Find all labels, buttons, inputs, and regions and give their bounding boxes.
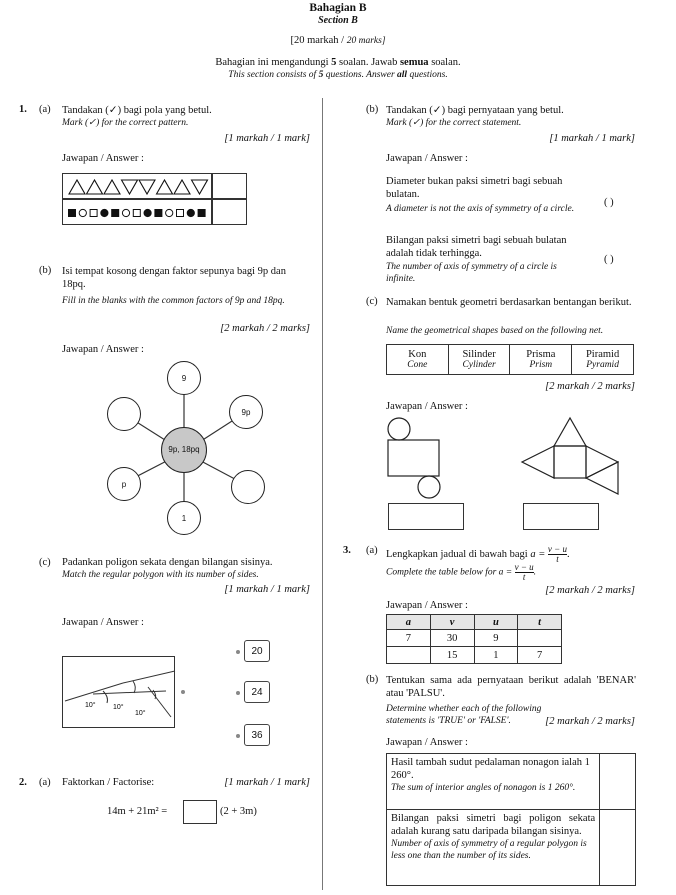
statement-2-bracket[interactable]: ( )	[604, 254, 614, 265]
pattern-2-circ-open-icon	[122, 209, 129, 216]
pattern-2-sq-open-icon	[177, 210, 184, 217]
q1b-marks: [2 markah / 2 marks]	[220, 323, 310, 334]
option-20-dot[interactable]	[236, 650, 240, 654]
q2-expression-left: 14m + 21m² =	[107, 806, 168, 817]
net-1-answer-box[interactable]	[388, 503, 464, 530]
q3b-label: (b)	[366, 674, 379, 685]
pattern-1-tri-down-icon	[192, 180, 208, 194]
pattern-1-tri-down-icon	[122, 180, 138, 194]
q1b-text-en: Fill in the blanks with the common factors of 9p and 18pq.	[62, 296, 285, 306]
q3-number: 3.	[343, 545, 351, 556]
q1a-label: (a)	[39, 104, 51, 115]
cylinder-net	[386, 416, 446, 501]
pattern-2-sq-filled-icon	[198, 210, 205, 217]
q2a-text: Faktorkan / Factorise:	[62, 777, 155, 788]
q1c-text-en: Match the regular polygon with its number of sides.	[62, 570, 259, 580]
statement-2-en: The number of axis of symmetry of a circle is infinite.	[386, 262, 557, 284]
header-u: u	[474, 615, 518, 630]
pattern-2-circ-filled-icon	[101, 209, 108, 216]
pattern-2-circ-filled-icon	[144, 209, 151, 216]
pattern-2-sq-filled-icon	[69, 210, 76, 217]
pattern-2-sq-filled-icon	[112, 210, 119, 217]
row2-a-blank[interactable]	[387, 647, 431, 664]
pattern-2-sq-filled-icon	[155, 210, 162, 217]
pattern-2-tick-box[interactable]	[212, 199, 247, 225]
q1c-right-marks: [2 markah / 2 marks]	[545, 381, 635, 392]
net-2-answer-box[interactable]	[523, 503, 599, 530]
option-24[interactable]: 24	[244, 681, 270, 703]
q3a-answer: Jawapan / Answer :	[386, 600, 468, 611]
polygon-match-dot[interactable]	[181, 690, 185, 694]
q3b-answer: Jawapan / Answer :	[386, 737, 468, 748]
q2-number: 2.	[19, 777, 27, 788]
section-instruction-en: This section consists of 5 questions. Answer all questions.	[228, 70, 448, 80]
statement-1-bracket[interactable]: ( )	[604, 197, 614, 208]
header-t: t	[518, 615, 562, 630]
shape-cell-prism: Prisma Prism	[510, 345, 572, 375]
option-20[interactable]: 20	[244, 640, 270, 662]
q3b-text-en: Determine whether each of the following statements is 'TRUE' or 'FALSE'.	[386, 704, 542, 726]
row1-v: 30	[430, 630, 474, 647]
q1c-right-text-en: Name the geometrical shapes based on the following net.	[386, 326, 604, 336]
statement-1: Diameter bukan paksi simetri bagi sebuah bulatan.	[386, 176, 563, 200]
q1c-answer: Jawapan / Answer :	[62, 617, 144, 628]
option-24-dot[interactable]	[236, 691, 240, 695]
row1-u: 9	[474, 630, 518, 647]
pattern-1-tri-up-icon	[157, 180, 173, 194]
angle-label-3: 10°	[135, 710, 146, 717]
polygon-fragment	[63, 657, 176, 729]
row2-v: 15	[430, 647, 474, 664]
pattern-1-tri-up-icon	[174, 180, 190, 194]
pattern-2-sq-open-icon	[90, 210, 97, 217]
q1c-right-text: Namakan bentuk geometri berdasarkan bentangan berikut.	[386, 297, 632, 308]
shape-names-table	[386, 344, 634, 375]
factor-node-lower-left: p	[107, 467, 141, 501]
q2a-marks: [1 markah / 1 mark]	[224, 777, 310, 788]
factor-node-lower-right-blank[interactable]	[231, 470, 265, 504]
q2a-label: (a)	[39, 777, 51, 788]
q1b-right-text-en: Mark (✓) for the correct statement.	[386, 118, 522, 128]
q1b-text: Isi tempat kosong dengan faktor sepunya bagi 9p dan 18pq.	[62, 266, 286, 290]
pattern-2	[63, 200, 213, 226]
q1c-marks: [1 markah / 1 mark]	[224, 584, 310, 595]
pattern-1-tri-up-icon	[104, 180, 120, 194]
row1-t-blank[interactable]	[518, 630, 562, 647]
pattern-2-circ-filled-icon	[187, 209, 194, 216]
angle-label-1: 10°	[85, 702, 96, 709]
angle-label-2: 10°	[113, 704, 124, 711]
factor-node-upper-left-blank[interactable]	[107, 397, 141, 431]
tf-statement-1: Hasil tambah sudut pedalaman nonagon ialah 1 260°. The sum of interior angles of nonagon is 1 260°.	[387, 754, 600, 810]
prism-net	[519, 416, 619, 496]
section-instruction: Bahagian ini mengandungi 5 soalan. Jawab semua soalan.	[215, 57, 461, 68]
q1a-answer: Jawapan / Answer :	[62, 153, 144, 164]
row2-u: 1	[474, 647, 518, 664]
section-title-en: Section B	[318, 15, 358, 26]
pattern-1-tri-up-icon	[87, 180, 103, 194]
statement-2: Bilangan paksi simetri bagi sebuah bulatan adalah tidak terhingga.	[386, 235, 567, 259]
tf-statement-2: Bilangan paksi simetri bagi poligon sekata adalah kurang satu daripada bilangan sisinya. Number of axis of symmetry of a regular polygon is less one than the number of its sides.	[387, 810, 600, 886]
q3a-marks: [2 markah / 2 marks]	[545, 585, 635, 596]
q1-number: 1.	[19, 104, 27, 115]
section-title: Bahagian B	[309, 2, 367, 14]
tf-answer-1[interactable]	[600, 754, 636, 810]
q1b-answer: Jawapan / Answer :	[62, 344, 144, 355]
row1-a: 7	[387, 630, 431, 647]
pattern-1-box	[62, 173, 212, 199]
section-marks: [20 markah / 20 marks]	[290, 35, 386, 46]
row2-t: 7	[518, 647, 562, 664]
option-36[interactable]: 36	[244, 724, 270, 746]
q3b-marks: [2 markah / 2 marks]	[545, 716, 635, 727]
q3a-text-en: Complete the table below for a = $\frac{v - u}{t}$ .	[386, 562, 537, 582]
q1c-right-answer: Jawapan / Answer :	[386, 401, 468, 412]
pattern-2-sq-open-icon	[133, 210, 140, 217]
q1a-marks: [1 markah / 1 mark]	[224, 133, 310, 144]
q3b-text: Tentukan sama ada pernyataan berikut adalah 'BENAR' atau 'PALSU'.	[386, 675, 636, 699]
factor-center: 9p, 18pq	[161, 427, 207, 473]
shape-cell-cone: Kon Cone	[387, 345, 449, 375]
true-false-table	[386, 753, 636, 886]
pattern-1	[63, 174, 213, 200]
q2-expression-right: (2 + 3m)	[220, 806, 257, 817]
formula-table	[386, 614, 562, 664]
tf-answer-2[interactable]	[600, 810, 636, 886]
shape-cell-cylinder: Silinder Cylinder	[448, 345, 510, 375]
q1a-text: Tandakan (✓) bagi pola yang betul.	[62, 105, 212, 116]
q1c-label: (c)	[39, 557, 51, 568]
q1a-text-en: Mark (✓) for the correct pattern.	[62, 118, 189, 128]
q1b-right-marks: [1 markah / 1 mark]	[549, 133, 635, 144]
factor-node-bottom: 1	[167, 501, 201, 535]
pattern-1-tick-box[interactable]	[212, 173, 247, 199]
pattern-2-box	[62, 199, 212, 225]
q1c-text: Padankan poligon sekata dengan bilangan sisinya.	[62, 557, 273, 568]
q1b-right-answer: Jawapan / Answer :	[386, 153, 468, 164]
factor-node-upper-right: 9p	[229, 395, 263, 429]
pattern-2-circ-open-icon	[166, 209, 173, 216]
header-v: v	[430, 615, 474, 630]
header-a: a	[387, 615, 431, 630]
shape-cell-pyramid: Piramid Pyramid	[572, 345, 634, 375]
column-divider	[322, 98, 323, 890]
q1b-right-text: Tandakan (✓) bagi pernyataan yang betul.	[386, 105, 564, 116]
q3a-text: Lengkapkan jadual di bawah bagi a = $\frac{v - u}{t}$ .	[386, 544, 570, 564]
option-36-dot[interactable]	[236, 734, 240, 738]
q1b-label: (b)	[39, 265, 52, 276]
pattern-1-tri-down-icon	[139, 180, 155, 194]
factor-node-top: 9	[167, 361, 201, 395]
q2-answer-box[interactable]	[183, 800, 217, 824]
q1c-right-label: (c)	[366, 296, 378, 307]
pattern-2-circ-open-icon	[79, 209, 86, 216]
pattern-1-tri-up-icon	[69, 180, 85, 194]
q1b-right-label: (b)	[366, 104, 379, 115]
q3a-label: (a)	[366, 545, 378, 556]
statement-1-en: A diameter is not the axis of symmetry of a circle.	[386, 204, 575, 214]
polygon-figure-box	[62, 656, 175, 728]
